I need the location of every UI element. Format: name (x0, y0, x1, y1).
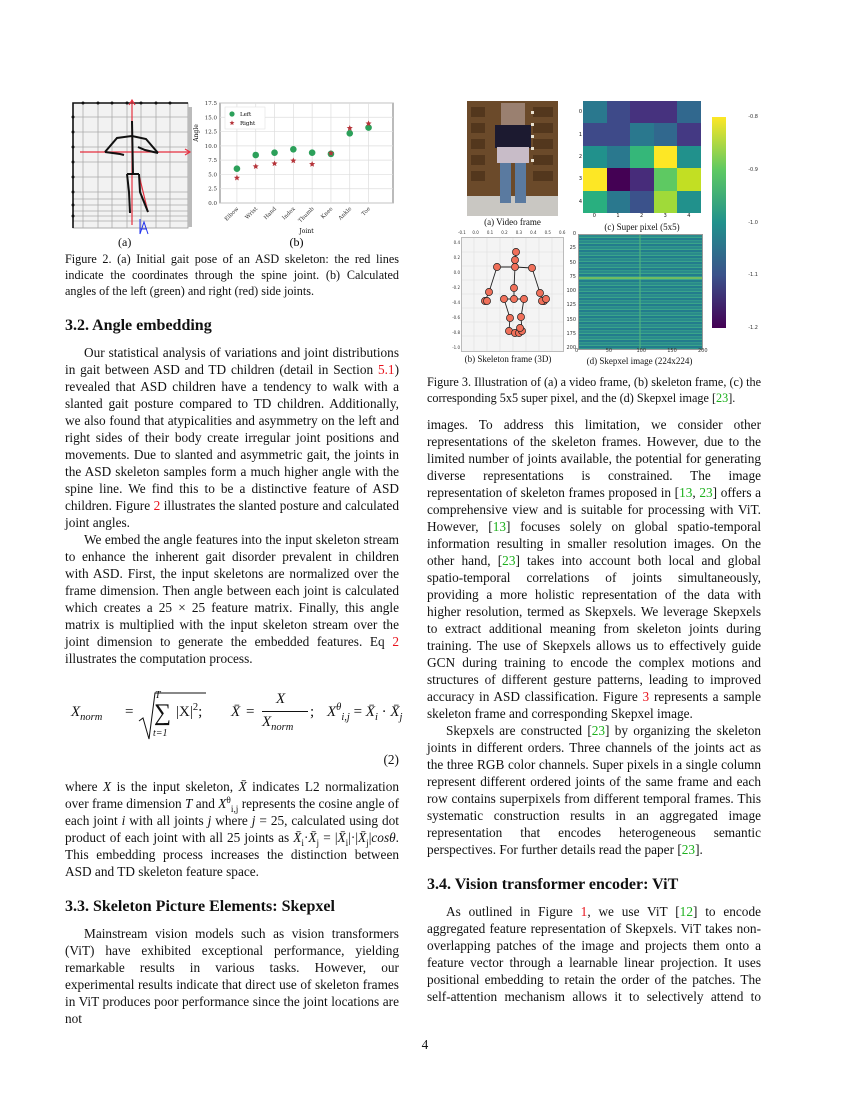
eq-sign: = (246, 704, 255, 720)
text-segment: with all joints (125, 813, 208, 828)
equation-explanation (65, 778, 399, 880)
eq-numerator: X (276, 691, 286, 707)
tick-label: 1 (578, 131, 582, 138)
text-segment: where (65, 779, 103, 794)
cross-reference-link[interactable]: 2 (392, 634, 399, 649)
y-tick-label: 15.0 (204, 115, 217, 122)
text-segment: T (185, 796, 193, 811)
superpixel-cell (677, 101, 701, 124)
joint-marker (516, 324, 523, 331)
legend-label: Left (240, 112, 252, 118)
text-segment: X̄ (337, 830, 346, 845)
joint-marker (520, 295, 527, 302)
left-column (65, 251, 403, 1027)
tick-label: 0.3 (515, 230, 523, 235)
eq-sub: j (399, 712, 403, 723)
joint-marker (506, 314, 513, 321)
y-tick-label: 0.0 (208, 201, 217, 207)
text-segment: Our statistical analysis of variations and joint distributions in gait between ASD and TD children (detail in Section (65, 345, 399, 377)
superpixel-cell (677, 168, 701, 191)
x-tick-label: Wrist (244, 206, 260, 221)
tick-label: 0.4 (530, 230, 537, 235)
superpixel-cell (654, 146, 678, 169)
text-segment: ] takes into account both local and global spatio-temporal correlations of joints simultaneously, providing a more holistic representation of the data with higher resolution, termed as Skepxels. We leverage Skepxels to extract additional meaning from skeleton joints during training. The use of Skepxels allows us to effectively guide GCN during training to encode the complex motions and structures of different gesture patterns, leading to improved accuracy in ASD classification. Figure (427, 553, 761, 704)
text-segment: , we use ViT [ (587, 904, 680, 919)
joint-marker (510, 295, 517, 302)
superpixel-cell (654, 123, 678, 146)
tick-label: 2 (578, 154, 582, 160)
tick-label: -1.0 (452, 345, 460, 350)
x-tick-label: Hand (262, 206, 278, 222)
superpixel-label: (c) Super pixel (5x5) (604, 222, 680, 232)
paragraph (65, 925, 399, 1027)
y-tick-label: 5.0 (208, 172, 217, 179)
joint-marker (483, 297, 490, 304)
superpixel-cell (583, 168, 607, 191)
skeleton-frame-label: (b) Skeleton frame (3D) (464, 354, 552, 364)
text-segment: i (121, 813, 126, 828)
skeleton-3d-plot (461, 237, 564, 352)
tick-label: 75 (569, 273, 576, 280)
tick-label: 3 (578, 176, 582, 183)
x-tick-label: Ankle (337, 206, 354, 222)
citation-link[interactable]: 12 (679, 904, 693, 919)
cross-reference-link[interactable]: 5.1 (377, 362, 395, 377)
x-tick-label: Toe (360, 206, 372, 218)
colorbar-ticks (728, 114, 758, 331)
tick-label: 0.5 (544, 230, 551, 235)
section-3-3-continued (427, 416, 761, 858)
eq-sub: i (374, 712, 378, 723)
citation-link[interactable]: 23 (699, 485, 713, 500)
joint-marker (517, 313, 524, 320)
text-segment: indicates L2 normalization over frame dimension (65, 779, 399, 811)
joint-marker (511, 256, 518, 263)
text-segment: | (368, 830, 372, 845)
eq-sub: i,j (341, 712, 350, 723)
tick-label: 0.1 (486, 230, 494, 235)
text-segment: ]. (695, 842, 703, 857)
text-segment: Mainstream vision models such as vision transformers (ViT) have exhibited exceptional performance, yielding remarkable results in various tasks. However, our experimental results indicate that direct use of skeleton frames in ViT produces poor performance since the joint locations are not (65, 926, 399, 1026)
joint-marker (528, 264, 535, 271)
tick-label: -1.0 (748, 219, 758, 226)
tick-label: 0.6 (559, 230, 566, 235)
superpixel-heatmap (583, 101, 701, 213)
figure-2-caption: Figure 2. (a) Initial gait pose of an ASD skeleton: the red lines indicate the coordinates through the spine joint. (b) Calculated angles of the left (green) and right (red) side joints. (65, 252, 399, 298)
tick-label: 150 (667, 348, 677, 354)
tick-label: 0 (592, 213, 596, 219)
superpixel-cell (607, 191, 631, 214)
text-segment: · (303, 830, 309, 845)
x-tick-label: Thumb (297, 206, 316, 225)
right-column (427, 374, 761, 1005)
video-frame-image (467, 101, 558, 216)
superpixel-cell (607, 168, 631, 191)
eq-term: X (71, 704, 81, 720)
joint-marker (536, 289, 543, 296)
skeleton-y-ticks (448, 240, 460, 350)
paragraph (427, 722, 761, 858)
superpixel-cell (677, 191, 701, 214)
y-tick-label: 2.5 (208, 186, 217, 193)
text-segment: where (211, 813, 252, 828)
tick-label: -0.2 (452, 285, 460, 290)
superpixel-cell (607, 146, 631, 169)
y-axis-label: Angle (193, 124, 200, 142)
text-segment: |·| (348, 830, 359, 845)
eq-sub: norm (80, 712, 103, 723)
data-point-left (365, 124, 372, 131)
data-point-left (290, 146, 297, 153)
skepxel-image (578, 234, 703, 350)
section-heading-3-2: 3.2. Angle embedding (65, 317, 212, 334)
text-segment: i (345, 838, 349, 849)
text-segment: We embed the angle features into the input skeleton stream to enhance the inherent gait disorder prevalent in children with ASD. First, the input skeletons are normalized over the frame dimension. Then angle between each joint is calculated which creates a 25 × 25 feature matrix. Finally, this angle matrix is multiplied with the input skeleton stream over the joint dimension to generate the embedded features. Eq (65, 532, 399, 649)
data-point-left (234, 165, 241, 172)
joint-angle-scatter-chart (188, 95, 403, 250)
tick-label: 0.0 (472, 230, 479, 235)
y-tick-label: 17.5 (204, 101, 217, 107)
x-tick-label: Index (281, 206, 297, 222)
paragraph (65, 344, 399, 531)
superpixel-cell (583, 146, 607, 169)
text-segment: and (192, 796, 219, 811)
data-point-left (346, 130, 353, 137)
text-segment: ] focuses solely on global spatio-temporal information resulting in smaller resolution images. On the other hand, [ (427, 519, 762, 568)
text-segment: , (692, 485, 700, 500)
tick-label: 175 (566, 330, 576, 337)
tick-label: 0.2 (453, 255, 460, 260)
legend-label: Right (240, 121, 256, 127)
paragraph (65, 531, 399, 667)
tick-label: 150 (566, 316, 576, 323)
joint-marker (493, 263, 500, 270)
text-segment: cosθ (371, 830, 396, 845)
tick-label: 1 (616, 213, 620, 219)
cross-reference-link[interactable]: 3 (642, 689, 650, 704)
text-segment: X (218, 796, 227, 811)
superpixel-cell (583, 123, 607, 146)
superpixel-cell (630, 123, 654, 146)
text-segment: j (207, 813, 212, 828)
text-segment: ]. (728, 391, 736, 405)
text-segment: Figure 3. Illustration of (a) a video frame, (b) skeleton frame, (c) the corresponding 5x5 super pixel, and the (d) Skepxel image [ (427, 375, 761, 405)
text-segment: As outlined in Figure (446, 904, 581, 919)
text-segment: illustrates the computation process. (65, 651, 253, 666)
cross-reference-link[interactable]: 2 (153, 498, 161, 513)
superpixel-cell (607, 123, 631, 146)
tick-label: -1.1 (748, 272, 758, 279)
sum-upper: T (155, 690, 161, 701)
figure-2a (60, 95, 200, 250)
text-segment: X (102, 779, 112, 794)
skepxel-y-ticks (562, 231, 576, 351)
sum-symbol: ∑ (154, 700, 172, 726)
tick-label: 2 (640, 213, 644, 219)
eq-term: X̄ (231, 704, 241, 720)
text-segment: = 25, calculated using dot product of each joint with all 25 joints as (65, 813, 399, 845)
skeleton-x-ticks (458, 230, 566, 237)
equation-2 (65, 689, 403, 751)
tick-label: 0 (572, 231, 576, 237)
eq-denominator: X (262, 714, 272, 730)
data-point-left (252, 152, 259, 159)
eq-sub: norm (271, 722, 294, 733)
superpixel-cell (583, 101, 607, 124)
tick-label: 100 (636, 348, 647, 354)
skeleton-3d-drawing (462, 238, 563, 351)
skepxel-label: (d) Skepxel image (224x224) (586, 356, 693, 366)
tick-label: 4 (578, 198, 582, 205)
citation-link[interactable]: 23 (716, 391, 729, 405)
x-tick-label: Elbow (223, 206, 241, 223)
text-segment: j (251, 813, 256, 828)
text-segment: images. To address this limitation, we consider other representations of the skeleton frames. However, due to the limited number of joints available, the potential for generating diverse representations is constrained. The image representation of skeleton frames proposed in [ (427, 417, 761, 500)
eq-term: X̄ (390, 704, 400, 720)
superpixel-cell (630, 168, 654, 191)
page-number: 4 (421, 1037, 429, 1052)
tick-label: 50 (605, 348, 613, 354)
tick-label: 200 (566, 345, 576, 351)
text-segment: = | (319, 830, 338, 845)
superpixel-cell (607, 101, 631, 124)
tick-label: -0.8 (748, 114, 758, 120)
y-tick-label: 12.5 (204, 129, 217, 136)
superpixel-cell (677, 123, 701, 146)
tick-label: 0.2 (501, 230, 508, 235)
superpixel-cell (630, 101, 654, 124)
y-tick-label: 7.5 (208, 158, 217, 165)
eq-sup: 2 (192, 702, 199, 713)
tick-label: 0 (578, 109, 582, 116)
superpixel-x-ticks (583, 214, 701, 222)
figure-3-caption (427, 374, 761, 406)
text-segment: is the input skeleton, (111, 779, 239, 794)
equation-number: (2) (383, 752, 399, 767)
text-segment: X̄ (358, 830, 367, 845)
text-segment: illustrates the slanted posture and calculated joint angles. (65, 498, 399, 530)
tick-label: -0.4 (452, 300, 460, 305)
text-segment: X̄ (308, 830, 317, 845)
superpixel-cell (677, 146, 701, 169)
text-segment: . This embedding process increases the distinction between ASD and TD skeleton feature space. (65, 830, 399, 879)
eq-term: X (327, 704, 337, 720)
text-segment: ) revealed that ASD children have a tendency to walk with a slanted gait posture compared to TD children. Additionally, we also found that atypicalities and asymmetry on the left and right sides of their body create irregular joint positions and movements. Due to slanted and asymmetric gait, the joints in the ASD skeleton samples form a much higher angle with the spine line. We find this to be a distinctive feature of ASD children. Figure (65, 362, 399, 513)
tick-label: -0.1 (458, 230, 466, 235)
eq-term: X̄ (365, 704, 375, 720)
superpixel-cell (630, 146, 654, 169)
joint-marker (542, 295, 549, 302)
text-segment: ] offers a comprehensive view and is suitable for processing with ViT. However, [ (427, 485, 762, 534)
skepxel-x-ticks (575, 348, 708, 355)
text-segment: ] by organizing the skeleton joints in different orders. Three channels of the joints act as the three RGB color channels. Super pixels in a single column represent different ordered joints of the same frame and each row contains superpixels from different temporal frames. This systematic construction results in an aggregated image representation that encodes heterogeneous semantic perspectives. For further details read the paper [ (427, 723, 761, 857)
tick-label: 0.0 (453, 270, 460, 275)
text-segment: Skepxels are constructed [ (446, 723, 592, 738)
legend-marker (229, 111, 234, 116)
skeleton-pose-3d-plot (60, 95, 200, 235)
superpixel-cell (583, 191, 607, 214)
text-segment: j (316, 838, 320, 849)
text-segment: ] to encode aggregated feature representation of Skepxels. ViT takes non-overlapping patches of the image and projects them onto a feature vector through a learnable linear projection. It uses positional embedding to retain the order of the patches. The self-attention mechanism allows it to selectively attend to (427, 904, 762, 1004)
data-point-left (309, 149, 316, 156)
paragraph (427, 903, 761, 1005)
colorbar (712, 117, 726, 328)
section-heading-3-3: 3.3. Skeleton Picture Elements: Skepxel (65, 898, 335, 915)
cross-reference-link[interactable]: 1 (580, 904, 588, 919)
tick-label: 125 (566, 302, 576, 309)
text-segment: i (301, 838, 304, 849)
video-frame-label: (a) Video frame (484, 217, 541, 227)
tick-label: 200 (698, 348, 708, 354)
tick-label: 100 (566, 288, 576, 294)
tick-label: 25 (569, 245, 576, 252)
citation-link[interactable]: 23 (681, 842, 696, 857)
section-3-3-body (65, 925, 399, 1027)
y-tick-label: 10.0 (204, 143, 217, 150)
eq-dot: · (381, 704, 387, 720)
text-segment: X̄ (238, 779, 247, 794)
paragraph (65, 778, 399, 880)
text-segment: i,j (230, 804, 239, 815)
paragraph (427, 416, 761, 722)
sum-lower: t=1 (153, 728, 168, 739)
figure-3 (440, 95, 770, 370)
data-point-left (271, 149, 278, 156)
citation-link[interactable]: 23 (591, 723, 606, 738)
superpixel-cell (630, 191, 654, 214)
section-3-2-body (65, 344, 399, 667)
text-segment: θ (226, 795, 231, 806)
tick-label: -0.9 (748, 166, 758, 173)
text-segment: j (366, 838, 369, 849)
tick-label: 3 (663, 213, 667, 219)
eq-sep: ; (310, 704, 315, 720)
superpixel-cell (654, 101, 678, 124)
tick-label: 0.4 (453, 240, 460, 245)
tick-label: -0.8 (452, 330, 460, 335)
caption-text (427, 375, 761, 405)
tick-label: -0.6 (452, 315, 460, 320)
figure-2b-label: (b) (289, 235, 304, 249)
tick-label: 0 (575, 348, 579, 354)
eq-sup: θ (336, 702, 342, 713)
x-axis-label: Joint (299, 228, 314, 235)
joint-marker (512, 248, 519, 255)
eq-sign: = (353, 704, 363, 720)
citation-link[interactable]: 23 (502, 553, 516, 568)
section-heading-3-4: 3.4. Vision transformer encoder: ViT (427, 876, 679, 893)
text-segment: represents the cosine angle of each joint (65, 796, 399, 828)
superpixel-cell (654, 168, 678, 191)
eq-sep: ; (198, 704, 203, 720)
citation-link[interactable]: 13 (679, 485, 693, 500)
sum-body: |X| (176, 704, 193, 720)
figure-2a-label: (a) (118, 235, 132, 249)
superpixel-y-ticks (574, 101, 582, 213)
text-segment: represents a sample skeleton frame and corresponding Skepxel image. (427, 689, 761, 721)
tick-label: 4 (687, 213, 691, 219)
tick-label: -1.2 (748, 325, 758, 331)
tick-label: 50 (569, 259, 576, 266)
superpixel-cell (654, 191, 678, 214)
x-tick-label: Knee (320, 206, 335, 221)
figure-2b-chart (188, 95, 403, 250)
citation-link[interactable]: 13 (492, 519, 507, 534)
joint-marker (500, 295, 507, 302)
text-segment: X̄ (293, 830, 302, 845)
eq-sign: = (125, 704, 134, 720)
joint-marker (485, 288, 492, 295)
fraction-bar (262, 711, 308, 712)
section-3-4-body (427, 903, 761, 1005)
joint-marker (510, 284, 517, 291)
joint-marker (511, 263, 518, 270)
